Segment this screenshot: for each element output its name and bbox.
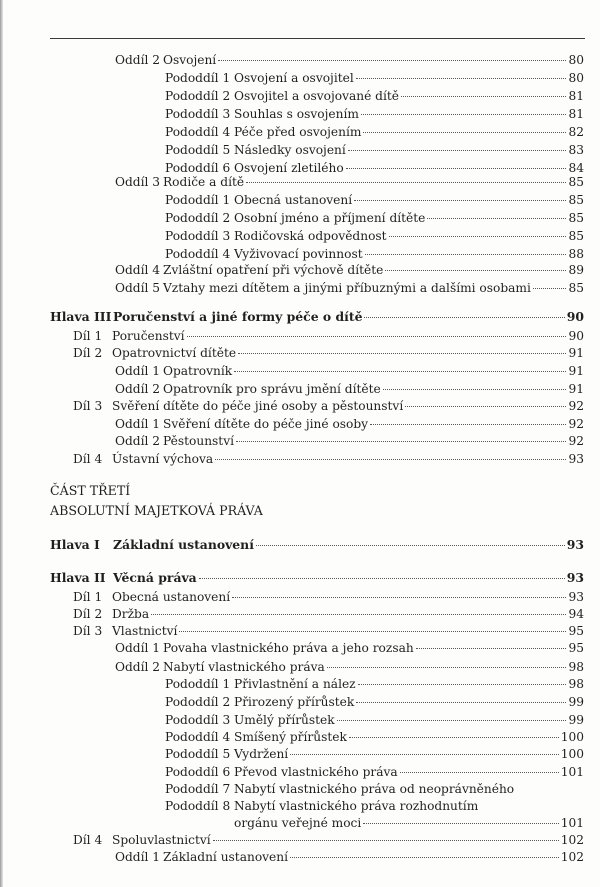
toc-entry-number: Pododdíl 3 [165,107,231,121]
dot-leader [356,699,566,703]
toc-entry-number: Oddíl 1 [115,850,161,864]
toc-entry-number: Pododdíl 4 [165,247,231,261]
toc-entry [165,106,584,122]
toc-entry-title: Osobní jméno a příjmení dítěte [234,211,426,225]
dot-leader [199,575,565,579]
toc-entry [165,729,584,745]
toc-entry-title: Poručenství [112,329,185,343]
dot-leader [348,147,567,151]
toc-entry-page: 85 [568,281,584,295]
toc-entry-page: 93 [568,590,584,604]
dot-leader [389,233,567,237]
toc-entry-number: Hlava I [50,537,100,552]
toc-entry-title: Přirozený přírůstek [234,695,355,709]
dot-leader [256,542,565,546]
toc-entry-title: Osvojení a osvojitel [234,71,354,85]
toc-entry-number: Pododdíl 6 [165,161,231,175]
part-number: ČÁST TŘETÍ [50,483,131,498]
toc-entry-page: 93 [566,537,584,552]
toc-entry-number: Oddíl 2 [115,660,161,674]
toc-entry-number: Oddíl 4 [115,263,161,277]
toc-entry-title: Vydržení [234,747,289,761]
toc-entry-title: Spoluvlastnictví [112,833,211,847]
dot-leader [215,456,566,460]
toc-entry [165,246,584,262]
dot-leader [337,717,567,721]
toc-entry-number: Pododdíl 4 [165,125,231,139]
toc-entry [165,746,584,762]
toc-entry-title: Nabytí vlastnického práva [163,660,325,674]
dot-leader [232,594,566,598]
toc-entry-page: 85 [568,193,584,207]
toc-entry-title: Převod vlastnického práva [234,765,398,779]
toc-entry [165,712,584,728]
toc-entry-title: Vztahy mezi dítětem a jinými příbuznými a dalšími osobami [163,281,531,295]
toc-entry-page: 93 [566,570,584,585]
dot-leader [361,111,567,115]
toc-entry-number: Oddíl 2 [115,382,161,396]
toc-entry-title: Osvojení [163,53,217,67]
toc-entry-title: Obecná ustanovení [112,590,231,604]
toc-entry-page: 88 [568,247,584,261]
toc-entry-page: 93 [568,452,584,466]
toc-entry-title: Vyživovací povinnost [234,247,363,261]
toc-entry-title: Umělý přírůstek [234,713,335,727]
dot-leader [218,57,566,61]
toc-entry-page: 82 [568,125,584,139]
toc-entry-title: Přivlastnění a nález [234,677,356,691]
toc-entry-title: Souhlas s osvojením [234,107,359,121]
toc-entry [115,280,584,296]
dot-leader [358,681,567,685]
toc-entry-number: Oddíl 1 [115,364,161,378]
toc-entry-title: Povaha vlastnického práva a jeho rozsah [163,641,414,655]
toc-entry-page: 99 [568,713,584,727]
toc-entry [165,694,584,710]
toc-entry-title: Opatrovnictví dítěte [112,346,237,360]
toc-entry-page: 99 [568,695,584,709]
toc-entry-title: Smíšený přírůstek [234,730,347,744]
toc-entry-number: Pododdíl 8 [165,799,231,813]
dot-leader [346,165,567,169]
dot-leader [405,403,566,407]
toc-entry [115,659,584,675]
toc-entry-title: Péče před osvojením [234,125,362,139]
dot-leader [363,820,558,824]
toc-entry [115,52,584,68]
toc-entry-page: 81 [568,89,584,103]
dot-leader [151,611,566,615]
toc-entry [50,309,584,325]
toc-entry [165,210,584,226]
toc-entry-page: 90 [568,329,584,343]
toc-entry [165,781,584,797]
toc-entry-number: Pododdíl 3 [165,229,231,243]
toc-entry [50,537,584,553]
toc-entry-title: Opatrovník pro správu jmění dítěte [163,382,381,396]
dot-leader [187,333,567,337]
toc-entry [165,88,584,104]
toc-entry-page: 91 [568,346,584,360]
toc-entry-title: Nabytí vlastnického práva rozhodnutím [234,799,479,813]
toc-entry-number: Pododdíl 1 [165,193,231,207]
toc-entry-number: Díl 3 [73,399,103,413]
toc-entry [73,623,584,639]
toc-entry-page: 100 [560,747,584,761]
toc-entry-number: Díl 1 [73,329,103,343]
toc-entry-number: Pododdíl 2 [165,695,231,709]
dot-leader [290,854,559,858]
toc-entry-page: 81 [568,107,584,121]
toc-entry [73,328,584,344]
toc-entry [73,345,584,361]
dot-leader [213,837,559,841]
toc-entry [73,589,584,605]
dot-leader [356,75,567,79]
dot-leader [236,438,566,442]
toc-entry-number: Pododdíl 1 [165,71,231,85]
toc-entry [165,228,584,244]
toc-entry-number: Pododdíl 6 [165,765,231,779]
dot-leader [365,251,567,255]
toc-entry-title: Rodičovská odpovědnost [234,229,387,243]
toc-entry-number: Pododdíl 4 [165,730,231,744]
toc-entry-number: Díl 2 [73,346,103,360]
toc-entry-number: Díl 4 [73,833,103,847]
dot-leader [383,386,567,390]
toc-entry [165,676,584,692]
toc-entry-title: Ústavní výchova [112,452,214,466]
toc-entry-page: 80 [568,53,584,67]
toc-entry-page: 94 [568,607,584,621]
toc-entry-page: 89 [568,263,584,277]
dot-leader [401,93,566,97]
toc-entry-title: Pěstounství [163,434,234,448]
toc-entry-number: Hlava III [50,309,112,324]
dot-leader [234,368,566,372]
dot-leader [354,197,566,201]
toc-entry-page: 102 [560,850,584,864]
toc-entry-number: Pododdíl 7 [165,782,231,796]
toc-entry-page: 85 [568,229,584,243]
dot-leader [246,179,566,183]
toc-entry-page: 84 [568,161,584,175]
toc-entry [165,142,584,158]
toc-entry-number: Díl 4 [73,452,103,466]
toc-entry [115,262,584,278]
page-edge-shadow [0,0,3,887]
toc-entry-title: Opatrovník [163,364,233,378]
toc-entry-number: Pododdíl 2 [165,211,231,225]
dot-leader [238,350,566,354]
toc-entry-title: Věcná práva [113,570,197,585]
toc-entry [115,381,584,397]
toc-entry-page: 83 [568,143,584,157]
toc-entry-page: 98 [568,677,584,691]
dot-leader [363,129,566,133]
toc-entry-page: 91 [568,382,584,396]
toc-entry-page: 101 [560,816,584,830]
toc-entry-title: orgánu veřejné moci [234,816,362,830]
toc-entry-title: Držba [112,607,150,621]
header-rule [50,38,585,39]
toc-entry [73,398,584,414]
toc-entry-page: 95 [568,641,584,655]
toc-entry-title: Svěření dítěte do péče jiné osoby [163,417,369,431]
toc-entry-number: Oddíl 5 [115,281,161,295]
toc-entry-page: 98 [568,660,584,674]
toc-entry-page: 85 [568,211,584,225]
toc-entry-number: Pododdíl 5 [165,747,231,761]
toc-entry-number: Oddíl 2 [115,434,161,448]
toc-entry-title: Poručenství a jiné formy péče o dítě [113,309,363,324]
toc-entry [165,764,584,780]
toc-entry-page: 92 [568,434,584,448]
toc-entry [165,798,584,814]
toc-entry-number: Díl 2 [73,607,103,621]
toc-entry [115,416,584,432]
toc-entry-title: Vlastnictví [112,624,178,638]
toc-entry [115,174,584,190]
dot-leader [427,215,566,219]
toc-entry-page: 85 [568,175,584,189]
toc-entry-title: Osvojitel a osvojované dítě [234,89,399,103]
toc-entry-title: Svěření dítěte do péče jiné osoby a pěstounství [112,399,404,413]
toc-entry [73,832,584,848]
toc-entry-title: Základní ustanovení [163,850,289,864]
toc-entry-number: Oddíl 2 [115,53,161,67]
toc-entry-title: Zvláštní opatření při výchově dítěte [163,263,384,277]
toc-entry-number: Oddíl 1 [115,417,161,431]
toc-entry-number: Oddíl 1 [115,641,161,655]
toc-entry [165,124,584,140]
toc-entry-page: 95 [568,624,584,638]
toc-entry-title: Nabytí vlastnického práva od neoprávněného [234,782,515,796]
dot-leader [179,628,566,632]
toc-entry-number: Pododdíl 2 [165,89,231,103]
toc-entry-page: 101 [560,765,584,779]
toc-entry-page: 92 [568,399,584,413]
dot-leader [416,645,567,649]
toc-entry-title: Rodiče a dítě [163,175,245,189]
toc-entry [115,849,584,865]
dot-leader [290,751,559,755]
toc-entry-number: Hlava II [50,570,106,585]
toc-entry-page: 92 [568,417,584,431]
dot-leader [370,421,566,425]
toc-entry [115,640,584,656]
toc-entry-number: Pododdíl 1 [165,677,231,691]
toc-entry-page: 90 [566,309,584,324]
toc-entry-number: Díl 3 [73,624,103,638]
dot-leader [400,769,559,773]
toc-entry [165,70,584,86]
toc-entry-title: Základní ustanovení [113,537,254,552]
toc-entry [73,451,584,467]
toc-entry-number: Díl 1 [73,590,103,604]
dot-leader [349,734,559,738]
toc-entry-number: Pododdíl 3 [165,713,231,727]
toc-entry [165,192,584,208]
toc-entry-title: Obecná ustanovení [234,193,353,207]
toc-entry [73,606,584,622]
part-heading [50,483,263,519]
toc-entry-title: Následky osvojení [234,143,346,157]
part-title: ABSOLUTNÍ MAJETKOVÁ PRÁVA [50,503,263,518]
toc-entry-page: 100 [560,730,584,744]
toc-entry-page: 102 [560,833,584,847]
toc-entry-page: 91 [568,364,584,378]
toc-entry-title: Osvojení zletilého [234,161,344,175]
dot-leader [533,285,567,289]
toc-entry [115,433,584,449]
toc-entry [50,570,584,586]
dot-leader [364,314,564,318]
toc-entry-number: Pododdíl 5 [165,143,231,157]
toc-entry-number: Oddíl 3 [115,175,161,189]
dot-leader [327,664,567,668]
toc-entry [165,815,584,831]
toc-entry [115,363,584,379]
toc-entry-page: 80 [568,71,584,85]
dot-leader [385,267,566,271]
